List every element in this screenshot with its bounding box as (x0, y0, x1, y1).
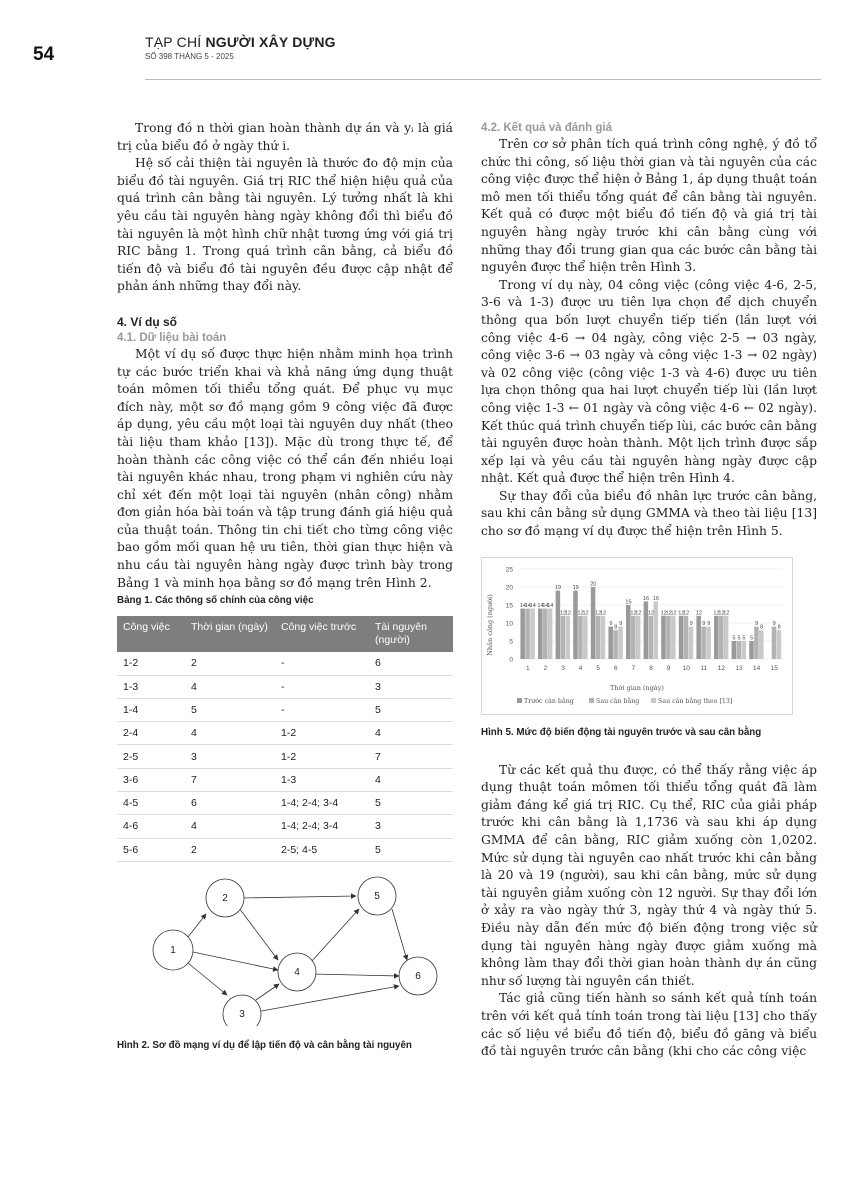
x-tick-label: 4 (578, 664, 583, 672)
y-tick-label: 25 (505, 566, 513, 574)
arrow-5-6 (392, 909, 407, 960)
table-cell: 1-3 (117, 675, 185, 698)
x-tick-label: 3 (561, 664, 565, 672)
bar (679, 615, 684, 658)
bar (618, 626, 623, 658)
data-label: 12 (577, 609, 584, 616)
legend-swatch (517, 698, 522, 703)
data-label: 5 (742, 635, 746, 642)
table-row (117, 698, 453, 721)
bar (613, 630, 618, 659)
data-label: 8 (777, 624, 781, 631)
figure-caption: Hình 5. Mức độ biến động tài nguyên trước và sau cân bằng (481, 726, 762, 738)
table-cell: 7 (185, 768, 275, 791)
arrow-4-6 (313, 974, 399, 976)
table-cell: 5 (369, 838, 453, 861)
table-cell: 6 (185, 792, 275, 815)
data-label: 8 (759, 624, 764, 631)
x-tick-label: 9 (666, 664, 671, 672)
x-tick-label: 11 (700, 664, 708, 672)
bar (684, 615, 689, 658)
bar (689, 626, 694, 658)
paragraph: Một ví dụ số được thực hiện nhằm minh họa trình tự các bước triển khai và khả năng ứng dụng thuật toán mômen tối thiểu tổng quát. Để phục vụ mục đích này, một sơ đồ mạng gồm 9 công việc đã được áp dụng, yêu cầu một loại tài nguyên duy nhất (theo tài liệu tham khảo [13]). Mặc dù trong thực tế, để hoàn thành các công việc có thể cần đến nhiều loại tài nguyên khác nhau, trong phạm vi nghiên cứu này chỉ xét đến một loại tài nguyên (nhân công) nhằm đơn giản hóa bài toán và tập trung đánh giá hiệu quả của thuật toán. Thông tin chi tiết cho từng công việc bao gồm mối quan hệ ưu tiên, thời gian thực hiện và nhu cầu tài nguyên hàng ngày được trình bày trong Bảng 1 và minh họa bằng sơ đồ mạng trên Hình 2. (117, 346, 453, 590)
table-cell: 4 (185, 815, 275, 838)
data-label: 19 (555, 584, 562, 591)
data-label: 12 (582, 609, 589, 616)
data-label: 9 (772, 620, 776, 627)
x-tick-label: 12 (717, 664, 726, 672)
left-column (117, 120, 453, 1051)
data-label: 12 (660, 609, 667, 616)
table-cell: 2 (185, 652, 275, 675)
bar (714, 615, 719, 658)
arrow-2-4 (239, 908, 278, 960)
bar (538, 608, 543, 658)
data-label: 9 (609, 620, 613, 627)
table-cell: 3-6 (117, 768, 185, 791)
bar (777, 630, 782, 659)
table-cell: 5 (369, 698, 453, 721)
bar (601, 615, 606, 658)
x-tick-label: 15 (770, 664, 778, 672)
journal-title (145, 34, 336, 50)
table-cell: - (275, 652, 369, 675)
bar (548, 608, 553, 658)
legend-swatch (651, 698, 656, 703)
x-tick-label: 6 (613, 664, 618, 672)
table-cell: 6 (369, 652, 453, 675)
y-tick-label: 20 (505, 584, 513, 592)
paragraph: Trong đó n thời gian hoàn thành dự án và yᵢ là giá trị của biểu đồ ở ngày thứ i. (117, 121, 453, 153)
table-cell: 3 (185, 745, 275, 768)
bar (573, 590, 578, 658)
bar (583, 615, 588, 658)
bar (520, 608, 525, 658)
x-axis-label: Thời gian (ngày) (610, 683, 664, 692)
table-cell: 3 (369, 815, 453, 838)
subsection-heading: 4.1. Dữ liệu bài toán (117, 331, 227, 344)
table-row (117, 745, 453, 768)
legend-entry: Sau cân bằng (596, 697, 640, 705)
bar (754, 626, 759, 658)
table-cell: 3 (369, 675, 453, 698)
right-column (481, 120, 817, 1061)
table-cell: 4-5 (117, 792, 185, 815)
legend-swatch (589, 698, 594, 703)
table-row (117, 722, 453, 745)
table-cell: 1-4; 2-4; 3-4 (275, 815, 369, 838)
paragraph: Trong ví dụ này, 04 công việc (công việc 4-6, 2-5, 3-6 và 1-3) được ưu tiên lựa chọn để dịch chuyển thông qua bốn lượt chuyển tiếp tiến (lần lượt với công việc 4-6 → 04 ngày, công việc 2-5 → 03 ngày, công việc 3-6 → 03 ngày và công việc 1-3 → 02 ngày) và 02 công việc (công việc 1-3 và 4-6) được ưu tiên lựa chọn thông qua hai lượt chuyển tiếp lùi (lần lượt công việc 1-3 ← 01 ngày và công việc 4-6 ← 02 ngày). Kết thúc quá trình chuyển tiếp lùi, các bước cân bằng tài nguyên được hoàn thành. Một lịch trình được sắp xếp lại và yêu cầu tài nguyên hàng ngày được cập nhật. Kết quả được thể hiện trên Hình 4. (481, 277, 817, 486)
bar (631, 615, 636, 658)
data-label: 20 (590, 581, 597, 588)
data-label: 9 (619, 620, 623, 627)
table-cell: 4 (369, 768, 453, 791)
page-number: 54 (33, 44, 55, 65)
x-tick-label: 2 (543, 664, 548, 672)
data-label: 14 (542, 602, 549, 609)
table-cell: 4 (185, 722, 275, 745)
bar (661, 615, 666, 658)
table-cell: 2-5 (117, 745, 185, 768)
paragraph: Trên cơ sở phân tích quá trình công nghệ, ý đồ tổ chức thi công, số liệu thời gian và tài nguyên của các công việc được thể hiện ở Bảng 1, áp dụng thuật toán mô men tối thiểu tổng quát để cân bằng tài nguyên. Kết quả có được một biểu đồ tiến độ và giá trị tài nguyên hàng ngày trước khi cân bằng cùng với những thay đổi trung gian qua các bước cân bằng tài nguyên được thể hiện trên Hình 3. (481, 137, 817, 275)
x-tick-label: 1 (525, 664, 530, 672)
table-cell: 2-4 (117, 722, 185, 745)
bar (666, 615, 671, 658)
table-cell: 4 (369, 722, 453, 745)
y-tick-label: 0 (509, 656, 513, 664)
data-label: 12 (564, 609, 571, 616)
bar (525, 608, 530, 658)
subsection-heading: 4.2. Kết quả và đánh giá (481, 122, 613, 134)
node-label: 5 (374, 890, 380, 902)
bar (556, 590, 561, 658)
x-tick-label: 13 (735, 664, 743, 672)
bar (719, 615, 724, 658)
x-tick-label: 10 (682, 664, 690, 672)
data-label: 14 (519, 602, 526, 609)
data-label: 19 (572, 584, 579, 591)
journal-name: NGƯỜI XÂY DỰNG (205, 34, 336, 50)
paragraph: Từ các kết quả thu được, có thể thấy rằng việc áp dụng thuật toán mômen tối thiểu tổng quát đã làm giảm đáng kể giá trị RIC. Cụ thể, RIC của giải pháp trước khi cân bằng là 1,1736 và sau khi áp dụng GMMA để cân bằng, RIC giảm xuống còn 1,0202. Mức sử dụng tài nguyên cao nhất trước khi cân bằng là 20 và 19 (người), sau khi cân bằng, mức sử dụng tài nguyên giảm xuống còn 12 người. Sự thay đổi lớn ở xảy ra vào ngày thứ 3, ngày thứ 4 và ngày thứ 5. Điều này dẫn đến mức độ biến động trong việc sử dụng tài nguyên hàng ngày được giảm xuống mà không làm thay đổi thời gian hoàn thành dự án cũng như số lượng tài nguyên cần thiết. (481, 762, 817, 988)
bar (724, 615, 729, 658)
data-label: 12 (665, 609, 672, 616)
table-header: Công việc trước (275, 616, 369, 652)
data-label: 14 (524, 602, 531, 609)
data-label: 14 (529, 602, 536, 609)
x-tick-label: 14 (752, 664, 761, 672)
node-label: 2 (222, 892, 228, 904)
table-header: Công việc (117, 616, 185, 652)
x-tick-label: 5 (596, 664, 601, 672)
x-tick-label: 8 (649, 664, 653, 672)
data-label: 12 (713, 609, 720, 616)
table-row (117, 768, 453, 791)
node-label: 1 (170, 944, 176, 956)
header-rule (145, 79, 821, 80)
data-label: 16 (643, 595, 650, 602)
bar (561, 615, 566, 658)
bar (772, 626, 777, 658)
data-label: 12 (695, 609, 702, 616)
arrow-4-5 (311, 909, 359, 962)
table-cell: 5 (369, 792, 453, 815)
data-label: 5 (732, 635, 736, 642)
table-cell: 1-2 (117, 652, 185, 675)
table-cell: 2 (185, 838, 275, 861)
data-label: 5 (750, 635, 754, 642)
bar (596, 615, 601, 658)
parameters-table (117, 616, 453, 862)
table-row (117, 838, 453, 861)
bar (653, 601, 658, 659)
table-cell: 4 (185, 675, 275, 698)
bar (737, 641, 742, 659)
legend-entry: Trước cân bằng (524, 697, 574, 705)
arrow-1-3 (188, 963, 227, 995)
bar (543, 608, 548, 658)
table-cell: - (275, 675, 369, 698)
table-caption: Bảng 1. Các thông số chính của công việc (117, 595, 314, 607)
data-label: 12 (635, 609, 642, 616)
paragraph: Sự thay đổi của biểu đồ nhân lực trước cân bằng, sau khi cân bằng sử dụng GMMA và theo tài liệu [13] cho sơ đồ mạng ví dụ được thể hiện trên Hình 5. (481, 488, 817, 539)
bar (578, 615, 583, 658)
data-label: 12 (670, 609, 677, 616)
table-header: Tài nguyên (người) (369, 616, 453, 652)
bar (706, 626, 711, 658)
network-diagram (117, 876, 453, 1026)
y-tick-label: 5 (509, 638, 513, 646)
data-label: 14 (547, 602, 554, 609)
table-cell: - (275, 698, 369, 721)
data-label: 12 (647, 609, 655, 616)
table-cell: 5-6 (117, 838, 185, 861)
data-label: 8 (614, 624, 618, 631)
node-label: 6 (415, 970, 421, 982)
table-cell: 1-2 (275, 745, 369, 768)
table-row (117, 815, 453, 838)
journal-prefix: TẠP CHÍ (145, 34, 202, 50)
arrow-3-4 (256, 984, 279, 1000)
y-axis-label: Nhân công (người) (486, 593, 494, 656)
data-label: 12 (723, 609, 730, 616)
bar (732, 641, 737, 659)
data-label: 5 (737, 635, 741, 642)
table-cell: 1-2 (275, 722, 369, 745)
data-label: 12 (683, 609, 690, 616)
table-row (117, 675, 453, 698)
table-header: Thời gian (ngày) (185, 616, 275, 652)
resource-chart (481, 557, 793, 715)
data-label: 9 (702, 620, 706, 627)
data-label: 12 (559, 609, 567, 616)
bar (636, 615, 641, 658)
table-cell: 7 (369, 745, 453, 768)
paragraph: Tác giả cũng tiến hành so sánh kết quả tính toán trên với kết quả tính toán trong tài liệu [13] cho thấy các số liệu về biểu đồ tiến độ, biểu đồ găng và biểu đồ tài nguyên trước cân bằng (khi cho các công việc (481, 991, 817, 1059)
bar (608, 626, 613, 658)
data-label: 12 (630, 609, 637, 616)
data-label: 12 (595, 609, 602, 616)
bar (591, 587, 596, 659)
bar (649, 615, 654, 658)
journal-issue: SỐ 398 THÁNG 5 - 2025 (145, 52, 234, 61)
node-label: 3 (239, 1008, 245, 1020)
table-cell: 5 (185, 698, 275, 721)
y-tick-label: 15 (505, 602, 513, 610)
bar (759, 630, 764, 659)
bar (530, 608, 535, 658)
arrow-2-5 (242, 896, 356, 898)
data-label: 14 (537, 602, 544, 609)
data-label: 16 (652, 595, 659, 602)
paragraph: Hệ số cải thiện tài nguyên là thước đo độ mịn của biểu đồ tài nguyên. Giá trị RIC thể hiện hiệu quả của quá trình cân bằng tài nguyên. Lý tưởng nhất là khi yêu cầu tài nguyên hàng ngày không đổi thì biểu đồ tài nguyên là một hình chữ nhật tương ứng với giá trị RIC bằng 1. Trong quá trình cân bằng, cả biểu đồ tiến độ và biểu đồ tài nguyên đều được cập nhật để phản ánh những thay đổi này. (117, 156, 453, 294)
x-tick-label: 7 (631, 664, 636, 672)
arrow-1-2 (188, 914, 206, 937)
y-tick-label: 10 (505, 620, 513, 628)
legend-entry: Sau cân bằng theo [13] (658, 697, 733, 705)
arrow-3-6 (256, 986, 399, 1012)
data-label: 15 (625, 599, 632, 606)
data-label: 9 (707, 620, 711, 627)
data-label: 9 (755, 620, 759, 627)
bar (565, 615, 570, 658)
bar (701, 626, 706, 658)
node-label: 4 (294, 966, 300, 978)
bar (696, 615, 701, 658)
data-label: 12 (718, 609, 725, 616)
table-row (117, 792, 453, 815)
figure-caption: Hình 2. Sơ đồ mạng ví dụ để lập tiến độ và cân bằng tài nguyên (117, 1039, 412, 1051)
data-label: 12 (678, 609, 685, 616)
bar (671, 615, 676, 658)
table-cell: 1-4 (117, 698, 185, 721)
data-label: 12 (600, 609, 607, 616)
arrow-1-4 (193, 952, 278, 970)
section-heading: 4. Ví dụ số (117, 314, 178, 329)
bar (749, 641, 754, 659)
table-cell: 2-5; 4-5 (275, 838, 369, 861)
table-cell: 4-6 (117, 815, 185, 838)
table-cell: 1-4; 2-4; 3-4 (275, 792, 369, 815)
table-cell: 1-3 (275, 768, 369, 791)
table-row (117, 652, 453, 675)
bar (741, 641, 746, 659)
data-label: 9 (689, 620, 693, 627)
